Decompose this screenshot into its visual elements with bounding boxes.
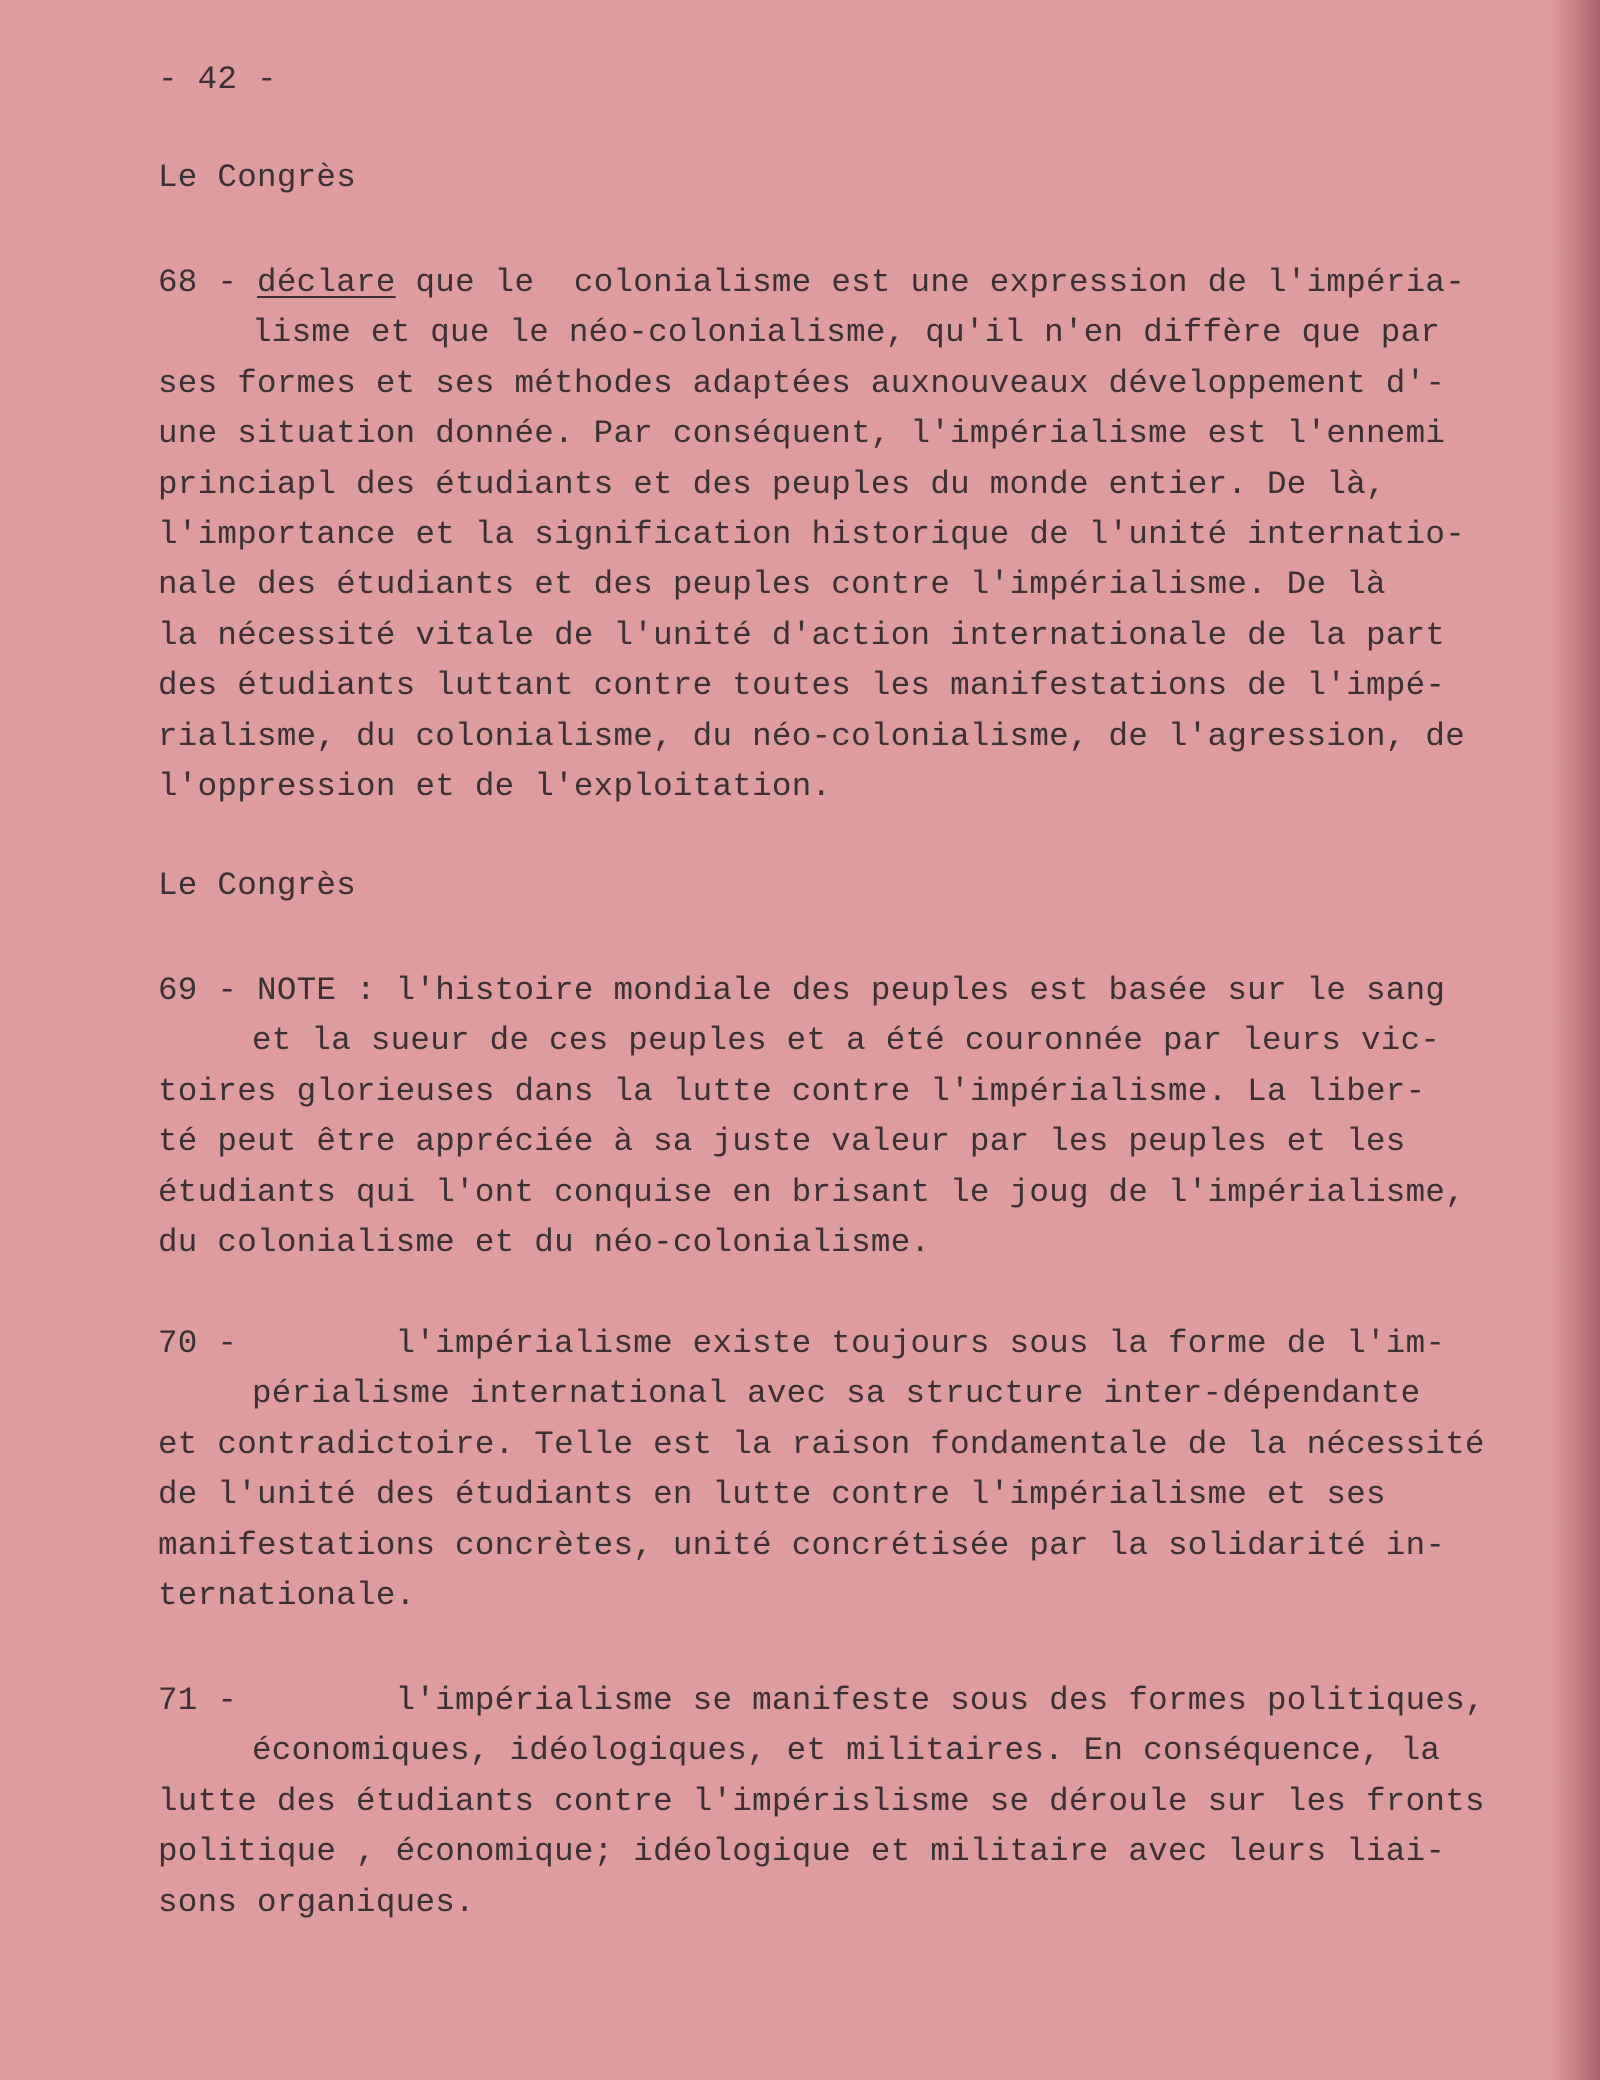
paragraph-68-line: des étudiants luttant contre toutes les manifestations de l'impé- xyxy=(158,667,1446,705)
paragraph-68-line: la nécessité vitale de l'unité d'action internationale de la part xyxy=(158,616,1446,654)
paragraph-69-line: té peut être appréciée à sa juste valeur par les peuples et les xyxy=(158,1123,1406,1161)
paragraph-70-line: 70 - l'impérialisme existe toujours sous la forme de l'im- xyxy=(158,1325,1446,1362)
underlined-verb: déclare xyxy=(257,264,396,301)
page-edge-shadow xyxy=(1550,0,1600,2080)
paragraph-68-line: lisme et que le néo-colonialisme, qu'il n'en diffère que par xyxy=(252,314,1441,352)
page-number: - 42 - xyxy=(158,61,277,98)
paragraph-71-line: 71 - l'impérialisme se manifeste sous des formes politiques, xyxy=(158,1682,1485,1719)
section-heading: Le Congrès xyxy=(158,159,357,196)
paragraph-71-line: lutte des étudiants contre l'impérislisme se déroule sur les fronts xyxy=(158,1782,1485,1820)
paragraph-68-line: nale des étudiants et des peuples contre l'impérialisme. De là xyxy=(158,566,1386,604)
paragraph-70-line: et contradictoire. Telle est la raison fondamentale de la nécessité xyxy=(158,1425,1485,1463)
paragraph-68-line: l'oppression et de l'exploitation. xyxy=(158,768,832,805)
paragraph-71-line: sons organiques. xyxy=(158,1883,475,1921)
paragraph-69-line: toires glorieuses dans la lutte contre l'impérialisme. La liber- xyxy=(158,1072,1426,1110)
paragraph-68-line xyxy=(158,258,1465,308)
paragraph-69-line: et la sueur de ces peuples et a été couronnée par leurs vic- xyxy=(252,1022,1441,1060)
paragraph-70-line: manifestations concrètes, unité concrétisée par la solidarité in- xyxy=(158,1526,1446,1564)
line-segment: 68 - xyxy=(158,264,258,301)
paragraph-68-line: rialisme, du colonialisme, du néo-colonialisme, de l'agression, de xyxy=(158,717,1466,755)
paragraph-68-line: princiapl des étudiants et des peuples du monde entier. De là, xyxy=(158,465,1386,503)
paragraph-68-line: ses formes et ses méthodes adaptées auxnouveaux développement d'- xyxy=(158,364,1446,402)
paragraph-71-line: politique , économique; idéologique et militaire avec leurs liai- xyxy=(158,1833,1446,1871)
paragraph-68-line: l'importance et la signification historique de l'unité internatio- xyxy=(158,516,1466,553)
paragraph-68-line: une situation donnée. Par conséquent, l'impérialisme est l'ennemi xyxy=(158,415,1446,453)
paragraph-70-line: ternationale. xyxy=(158,1577,416,1614)
paragraph-70-line: périalisme international avec sa structure inter-dépendante xyxy=(252,1375,1421,1413)
paragraph-69-line: étudiants qui l'ont conquise en brisant le joug de l'impérialisme, xyxy=(158,1173,1466,1211)
paragraph-69-line: du colonialisme et du néo-colonialisme. xyxy=(158,1224,931,1261)
line-segment: que le colonialisme est une expression de l'impéria- xyxy=(395,264,1466,301)
paragraph-69-line: 69 - NOTE : l'histoire mondiale des peuples est basée sur le sang xyxy=(158,972,1446,1009)
paragraph-71-line: économiques, idéologiques, et militaires. En conséquence, la xyxy=(252,1732,1441,1770)
paragraph-70-line: de l'unité des étudiants en lutte contre l'impérialisme et ses xyxy=(158,1476,1386,1514)
section-heading: Le Congrès xyxy=(158,867,357,904)
